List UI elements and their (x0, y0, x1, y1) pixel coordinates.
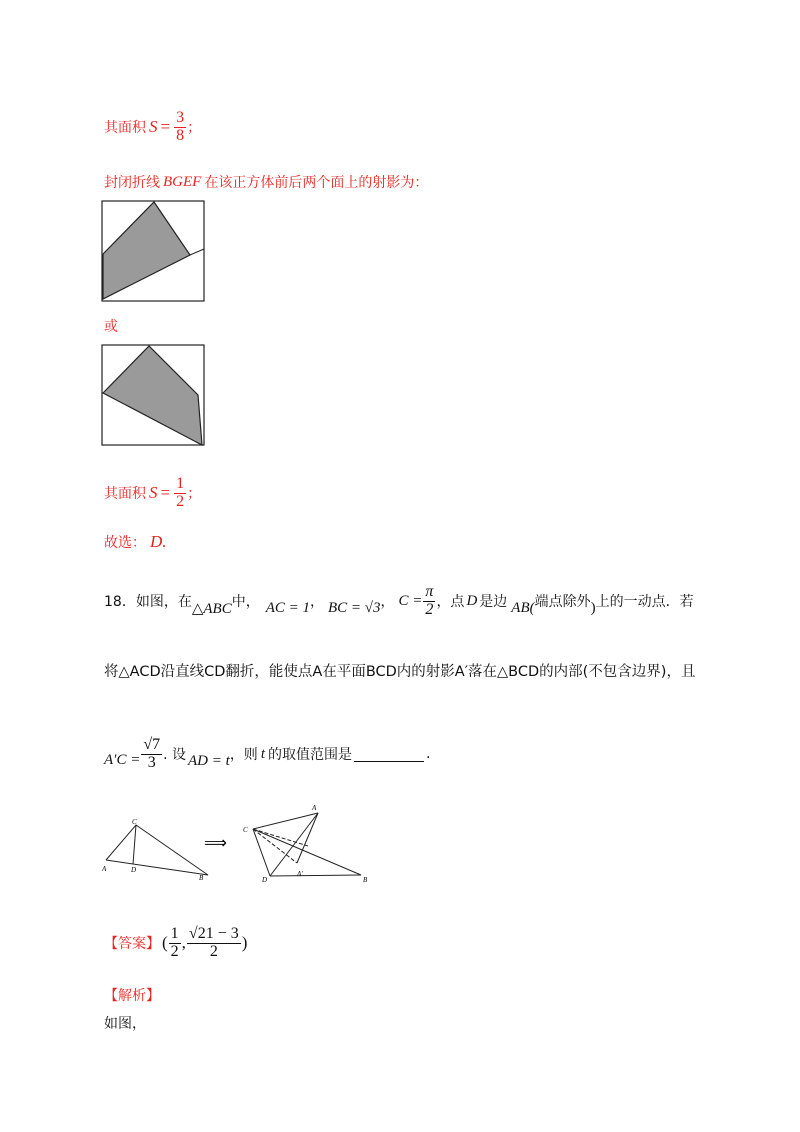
problem-text: 端点除外 (534, 594, 591, 611)
segment-cd (133, 825, 136, 864)
paren-close: ) (241, 933, 248, 953)
fraction-numerator: √21 − 3 (188, 925, 239, 942)
paren-open: ( (162, 933, 168, 953)
problem-text: 的取值范围是 (267, 747, 352, 764)
area-fraction (174, 110, 186, 145)
answer-blank (354, 747, 424, 762)
label-c: C (243, 826, 248, 834)
segment-db (270, 875, 361, 876)
semicolon: ； (187, 486, 202, 503)
folding-figure (96, 796, 386, 886)
label-a-prime: A′ (297, 870, 303, 878)
segment-cd (253, 829, 270, 876)
bc-length: BC = √3 (328, 599, 381, 616)
projection-figure-1 (100, 199, 206, 303)
label-b: B (363, 876, 368, 884)
segment-cb (253, 829, 361, 875)
fraction-denominator: 2 (176, 492, 185, 510)
problem-line-3 (104, 737, 430, 772)
fraction-numerator: √7 (143, 736, 161, 753)
problem-line-1 (104, 584, 694, 619)
segment-ad (270, 813, 318, 876)
problem-line-2: 将△ACD沿直线CD翻折，能使点A在平面BCD内的射影A′落在△BCD的内部(不包含边界)，且 (104, 664, 696, 680)
semicolon: ； (187, 120, 202, 137)
label-d: D (262, 876, 268, 884)
choice-label: 故选： (104, 535, 146, 551)
analysis-text: 如图， (104, 1016, 146, 1032)
fraction-numerator: 1 (176, 475, 185, 492)
choice-value: D. (150, 532, 167, 551)
answer-fraction-2 (187, 926, 241, 961)
period: . (425, 746, 431, 763)
answer-line (104, 926, 247, 961)
label-b: B (199, 874, 204, 882)
paren-close: ) (590, 599, 596, 616)
problem-text: 中， (231, 594, 260, 611)
aprime-c: A′C = (104, 751, 141, 768)
triangle-abc: △ABC (191, 600, 232, 617)
projection-text-pre: 封闭折线 (104, 175, 160, 191)
ad-length: AD = t (188, 752, 230, 769)
fraction-denominator: 8 (176, 126, 185, 144)
equals-sign: = (160, 483, 171, 503)
ac-length: AC = 1 (265, 599, 310, 616)
label-a: A (312, 804, 317, 812)
choice-line (104, 532, 167, 552)
fraction-numerator: π (425, 583, 434, 600)
problem-text: ，点 (436, 594, 465, 611)
triangle-abc-left (106, 825, 208, 875)
fraction-denominator: 2 (425, 600, 434, 618)
variable-t: t (260, 745, 265, 762)
area-label: 其面积 (104, 486, 146, 503)
area-label: 其面积 (104, 120, 146, 137)
angle-fraction (423, 584, 435, 619)
problem-text: 上的一动点．若 (595, 594, 694, 611)
projection-sentence (104, 172, 428, 192)
side-ab: AB( (511, 599, 535, 616)
fraction-denominator: 2 (170, 942, 179, 960)
label-a: A (102, 865, 107, 873)
analysis-label: 【解析】 (104, 988, 160, 1004)
polyline-name: BGEF (163, 173, 202, 190)
problem-text: ，则 (229, 747, 258, 764)
fraction-denominator: 2 (209, 942, 218, 960)
area-fraction (174, 476, 186, 511)
projection-text-post: 在该正方体前后两个面上的射影为： (204, 175, 429, 191)
label-c: C (132, 818, 137, 826)
area-line-2 (104, 476, 201, 511)
problem-text: 是边 (479, 594, 508, 611)
comma: ， (380, 594, 395, 611)
area-symbol: S (149, 483, 158, 503)
area-line-1 (104, 110, 201, 145)
comma: ， (310, 594, 324, 611)
answer-fraction-1 (169, 926, 181, 961)
fraction-numerator: 3 (176, 109, 185, 126)
aprime-c-fraction (141, 737, 162, 772)
problem-text: . 设 (163, 747, 187, 764)
projection-figure-2 (100, 343, 206, 447)
point-d: D (466, 592, 478, 609)
fraction-numerator: 1 (170, 925, 179, 942)
area-symbol: S (149, 117, 158, 137)
fraction-denominator: 3 (147, 753, 156, 771)
problem-number: 18．如图，在 (104, 594, 192, 611)
right-arrow-icon: ⟹ (204, 833, 227, 852)
label-d: D (131, 866, 137, 874)
or-text: 或 (104, 319, 118, 335)
angle-c: C = (398, 592, 423, 609)
answer-label: 【答案】 (104, 936, 160, 953)
equals-sign: = (160, 117, 171, 137)
comma: , (181, 933, 186, 953)
